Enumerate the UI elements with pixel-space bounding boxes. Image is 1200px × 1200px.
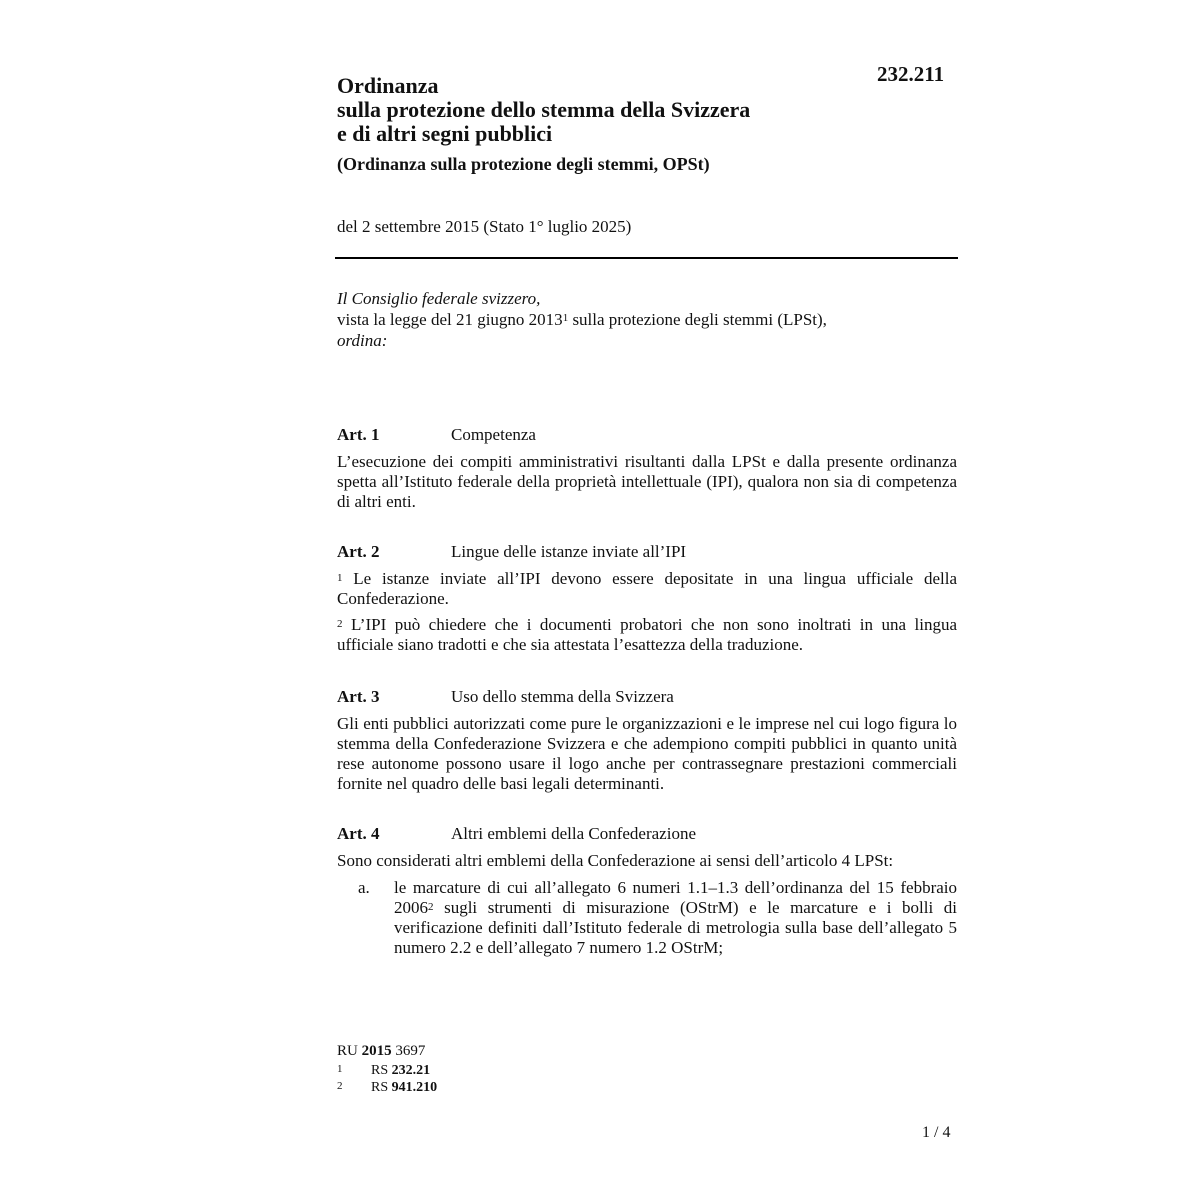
footnote-ref: 2: [428, 901, 434, 913]
preamble-legal-basis: [337, 309, 957, 330]
preamble-ordains: ordina:: [337, 331, 388, 350]
list-item-label: a.: [358, 878, 370, 897]
preamble: [337, 288, 957, 351]
article-number: Art. 3: [337, 687, 380, 706]
ru-prefix: RU: [337, 1043, 362, 1059]
article-heading: [337, 424, 957, 446]
article-heading: [337, 541, 957, 563]
article-paragraph: Gli enti pubblici autorizzati come pure le organizzazioni e le imprese nel cui logo figura lo stemma della Confederazione Svizzera e che adempiono compiti pubblici in quanto unità rese autonome possono usare il logo anche per contrassegnare prestazioni commerciali fornite nel quadro delle basi legali determinanti.: [337, 714, 957, 793]
article-title: Competenza: [451, 425, 536, 444]
title-line: sulla protezione dello stemma della Svizzera: [337, 97, 751, 122]
preamble-basis-text: sulla protezione degli stemmi (LPSt),: [568, 310, 827, 329]
footnote-text: [371, 1063, 430, 1079]
footnote: [337, 1080, 437, 1096]
paragraph-number: 2: [337, 618, 343, 630]
title-line: e di altri segni pubblici: [337, 121, 553, 146]
article-2: [337, 541, 957, 655]
article-number: Art. 1: [337, 425, 380, 444]
sr-number: 232.211: [877, 62, 945, 86]
article-intro: Sono considerati altri emblemi della Confederazione ai sensi dell’articolo 4 LPSt:: [337, 851, 894, 870]
article-3: [337, 686, 957, 794]
article-heading: [337, 823, 957, 845]
title-line: Ordinanza: [337, 73, 439, 98]
list-item-text: [394, 878, 957, 958]
article-paragraph: [337, 569, 957, 609]
footnote-number: 1: [337, 1063, 343, 1075]
header-divider: [335, 257, 958, 259]
article-4: [337, 823, 957, 958]
footnote-prefix: RS: [371, 1063, 392, 1078]
list-item-text-part: sugli strumenti di misurazione (OStrM) e le marcature e i bolli di verificazione definiti dall’Istituto federale di metrologia sulla base dell’allegato 5 numero 2.2 e dell’allegato 7 numero 1.2 OStrM;: [394, 898, 957, 957]
footnote-text: [371, 1080, 437, 1096]
paragraph-number: 1: [337, 572, 343, 584]
footnote-ref-number: 941.210: [391, 1080, 438, 1095]
page-number: 1 / 4: [922, 1124, 951, 1141]
article-number: Art. 2: [337, 542, 380, 561]
article-title: Altri emblemi della Confederazione: [451, 824, 696, 843]
list-item: [337, 878, 957, 958]
article-paragraph: [337, 615, 957, 655]
footnote: [337, 1063, 430, 1079]
preamble-authority: Il Consiglio federale svizzero,: [337, 289, 541, 308]
paragraph-text: L’IPI può chiedere che i documenti probatori che non sono inoltrati in una lingua ufficiale siano tradotti e che sia attestata l’esattezza della traduzione.: [337, 615, 957, 654]
document-subtitle: (Ordinanza sulla protezione degli stemmi, OPSt): [337, 154, 710, 174]
ru-year: 2015: [361, 1043, 392, 1059]
footnote-number: 2: [337, 1080, 343, 1092]
document-date: del 2 settembre 2015 (Stato 1° luglio 2025): [337, 217, 632, 236]
footnote-prefix: RS: [371, 1080, 392, 1095]
paragraph-text: Le istanze inviate all’IPI devono essere depositate in una lingua ufficiale della Confederazione.: [337, 569, 957, 608]
article-title: Uso dello stemma della Svizzera: [451, 687, 674, 706]
list-item-text-part: le marcature di cui all’allegato 6 numeri 1.1–1.3 dell’ordinanza del 15 febbraio 2006: [394, 878, 957, 917]
ru-page: 3697: [391, 1043, 426, 1059]
article-paragraph: L’esecuzione dei compiti amministrativi risultanti dalla LPSt e dalla presente ordinanza spetta all’Istituto federale della proprietà intellettuale (IPI), qualora non sia di competenza di altri enti.: [337, 452, 957, 511]
article-1: [337, 424, 957, 512]
preamble-basis-text: vista la legge del 21 giugno 2013: [337, 310, 563, 329]
document-title: [337, 74, 897, 146]
ru-reference: [337, 1043, 425, 1060]
article-title: Lingue delle istanze inviate all’IPI: [451, 542, 687, 561]
article-number: Art. 4: [337, 824, 380, 843]
article-heading: [337, 686, 957, 708]
footnote-ref-number: 232.21: [391, 1063, 431, 1078]
footnote-ref: 1: [562, 312, 569, 324]
